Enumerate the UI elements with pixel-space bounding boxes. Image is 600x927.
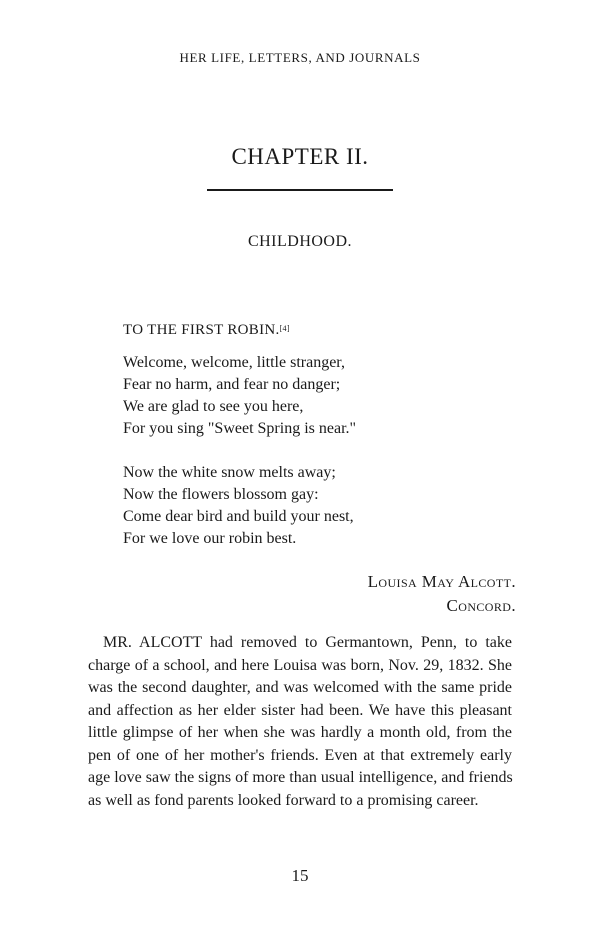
poem-line: Now the flowers blossom gay:: [123, 486, 319, 503]
chapter-rule: [207, 189, 393, 191]
poem-line: Welcome, welcome, little stranger,: [123, 354, 345, 371]
poem: [123, 319, 543, 572]
poem-line: We are glad to see you here,: [123, 398, 304, 415]
paragraph-line: little glimpse of her when she was hardly a month old, from the: [88, 724, 512, 741]
poem-title-text: TO THE FIRST ROBIN.: [123, 322, 280, 338]
chapter-title: CHAPTER II.: [231, 144, 369, 169]
chapter-subtitle: CHILDHOOD.: [247, 233, 353, 250]
paragraph-line: pen of one of her mother's friends. Even at that extremely early: [88, 746, 512, 764]
poem-line: Come dear bird and build your nest,: [123, 508, 354, 525]
poem-line: For you sing "Sweet Spring is near.": [123, 420, 357, 437]
page-number: 15: [291, 866, 309, 885]
poem-title: [123, 319, 543, 341]
poem-attribution: [368, 570, 516, 618]
paragraph-line: MR. ALCOTT had removed to Germantown, Penn, to take: [103, 634, 512, 651]
paragraph-line: and affection as her elder sister had been. We have this pleasant: [88, 701, 512, 719]
poem-stanza-1: [123, 352, 543, 440]
footnote-reference-link[interactable]: [4]: [279, 324, 290, 333]
poem-line: Now the white snow melts away;: [123, 464, 336, 481]
poem-line: For we love our robin best.: [123, 530, 297, 547]
poem-stanza-2: [123, 462, 543, 550]
paragraph-line: age love saw the signs of more than usual intelligence, and friends: [88, 769, 513, 786]
attribution-author: Louisa May Alcott.: [367, 572, 516, 591]
paragraph-line: was the second daughter, and was welcomed with the same pride: [88, 679, 512, 696]
paragraph-line: charge of a school, and here Louisa was born, Nov. 29, 1832. She: [88, 656, 512, 674]
running-head: HER LIFE, LETTERS, AND JOURNALS: [179, 50, 421, 65]
body-paragraph: [88, 632, 512, 812]
poem-line: Fear no harm, and fear no danger;: [123, 376, 341, 393]
attribution-place: Concord.: [446, 596, 516, 615]
paragraph-line: as well as fond parents looked forward to a promising career.: [88, 791, 479, 809]
